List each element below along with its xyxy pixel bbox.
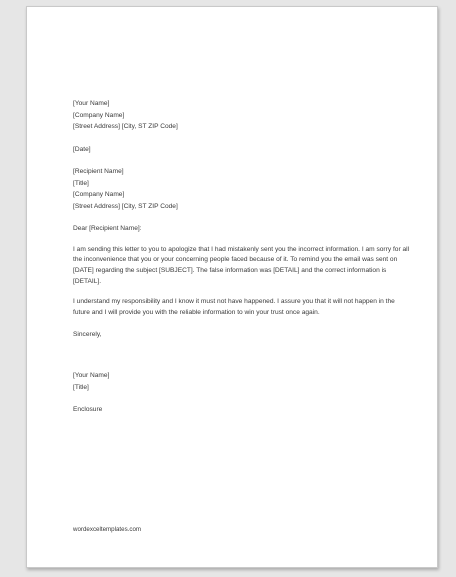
sender-company: [Company Name] xyxy=(73,111,125,119)
letter-page xyxy=(26,6,438,568)
body-paragraph-2: I understand my responsibility and I know it must not have happened. I assure you that it will not happen in the future and I will provide you with the reliable information to win your trust once again. xyxy=(73,298,395,317)
letter-content xyxy=(73,98,413,416)
recipient-block xyxy=(73,166,413,212)
footer-website: wordexceltemplates.com xyxy=(73,526,142,533)
recipient-title: [Title] xyxy=(73,179,89,187)
signature-title: [Title] xyxy=(73,383,89,391)
signature-block xyxy=(73,370,413,393)
salutation: Dear [Recipient Name]: xyxy=(73,225,142,232)
sender-name: [Your Name] xyxy=(73,100,110,107)
body-paragraph-1: I am sending this letter to you to apologize that I had mistakenly sent you the incorrect information. I am sorry for all the inconvenience that you or your concerning people faced because of it. To remind you the email was sent on [DATE] regarding the subject [SUBJECT]. The false information was [DETAIL] and the correct information is [DETAIL]. xyxy=(73,245,410,285)
salutation-block xyxy=(73,223,413,235)
closing-block xyxy=(73,329,413,341)
sender-block xyxy=(73,98,413,133)
closing: Sincerely, xyxy=(73,330,102,338)
recipient-address: [Street Address] [City, ST ZIP Code] xyxy=(73,202,178,210)
enclosure-block xyxy=(73,404,413,416)
enclosure-label: Enclosure xyxy=(73,406,103,414)
signature-name: [Your Name] xyxy=(73,372,110,380)
date-block xyxy=(73,144,413,156)
recipient-company: [Company Name] xyxy=(73,191,125,198)
sender-address: [Street Address] [City, ST ZIP Code] xyxy=(73,123,178,130)
letter-date: [Date] xyxy=(73,145,91,153)
recipient-name: [Recipient Name] xyxy=(73,168,124,175)
